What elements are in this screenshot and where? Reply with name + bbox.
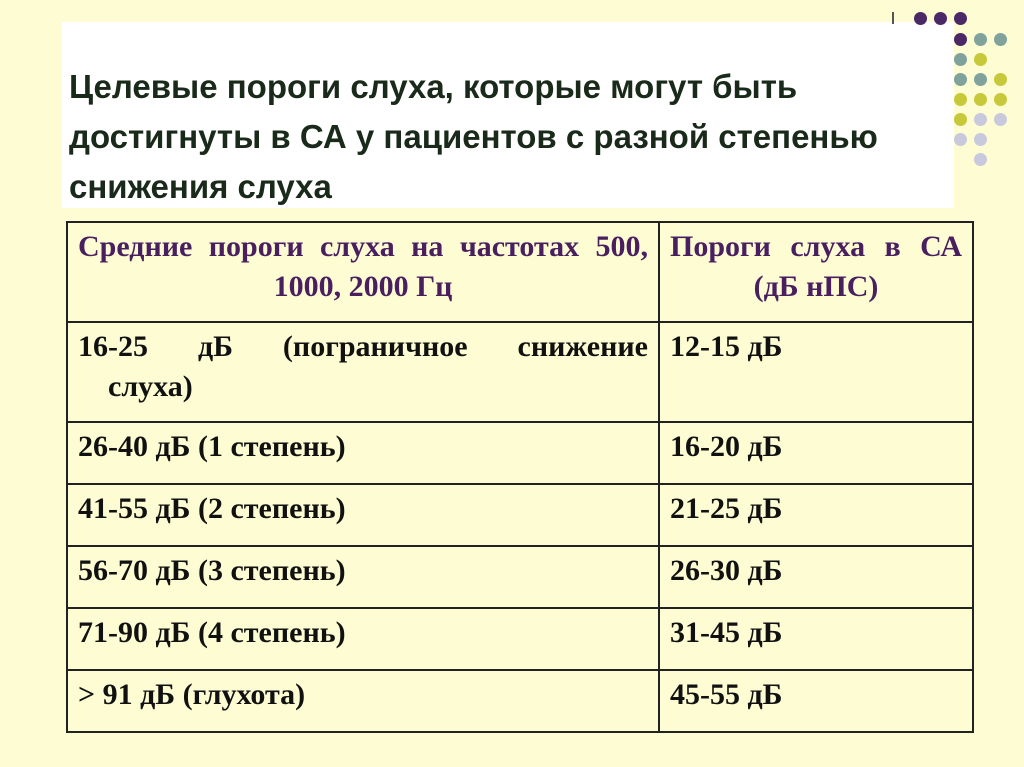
decorative-dot <box>974 113 987 126</box>
decorative-dot <box>974 133 987 146</box>
decorative-dot <box>954 113 967 126</box>
decorative-dot <box>954 93 967 106</box>
decorative-dot <box>954 33 967 46</box>
table-row <box>67 484 973 546</box>
decorative-dot <box>994 33 1007 46</box>
range-cell: 56-70 дБ (3 степень) <box>67 546 659 608</box>
slide-title: Целевые пороги слуха, которые могут быть достигнуты в СА у пациентов с разной степенью снижения слуха <box>69 68 878 205</box>
target-cell: 31-45 дБ <box>659 608 973 670</box>
range-cell-line1: 16-25 дБ (пограничное снижение <box>78 330 648 363</box>
range-cell: 26-40 дБ (1 степень) <box>67 422 659 484</box>
decorative-dot <box>954 133 967 146</box>
range-cell: > 91 дБ (глухота) <box>67 670 659 732</box>
table-row <box>67 422 973 484</box>
range-cell: 71-90 дБ (4 степень) <box>67 608 659 670</box>
table-row <box>67 322 973 422</box>
target-cell: 21-25 дБ <box>659 484 973 546</box>
decorative-dot <box>974 53 987 66</box>
target-cell: 16-20 дБ <box>659 422 973 484</box>
decorative-dot <box>974 73 987 86</box>
decorative-dot <box>954 12 967 25</box>
decorative-dot <box>954 53 967 66</box>
decorative-dot <box>994 93 1007 106</box>
header-ci-thresholds: Пороги слуха в СА (дБ нПС) <box>659 222 973 322</box>
hearing-thresholds-table <box>66 221 974 733</box>
decorative-dot <box>994 113 1007 126</box>
range-cell: 41-55 дБ (2 степень) <box>67 484 659 546</box>
range-cell-line2: слуха) <box>108 370 193 403</box>
table-row <box>67 546 973 608</box>
target-cell: 12-15 дБ <box>659 322 973 422</box>
table-header-row <box>67 222 973 322</box>
decorative-dot <box>974 33 987 46</box>
table-row <box>67 670 973 732</box>
header-average-thresholds: Средние пороги слуха на частотах 500, 1000, 2000 Гц <box>67 222 659 322</box>
range-cell <box>67 322 659 422</box>
decorative-dot <box>994 73 1007 86</box>
target-cell: 26-30 дБ <box>659 546 973 608</box>
table-row <box>67 608 973 670</box>
decorative-dot <box>974 153 987 166</box>
target-cell: 45-55 дБ <box>659 670 973 732</box>
decorative-dot <box>974 93 987 106</box>
decorative-dot <box>954 73 967 86</box>
